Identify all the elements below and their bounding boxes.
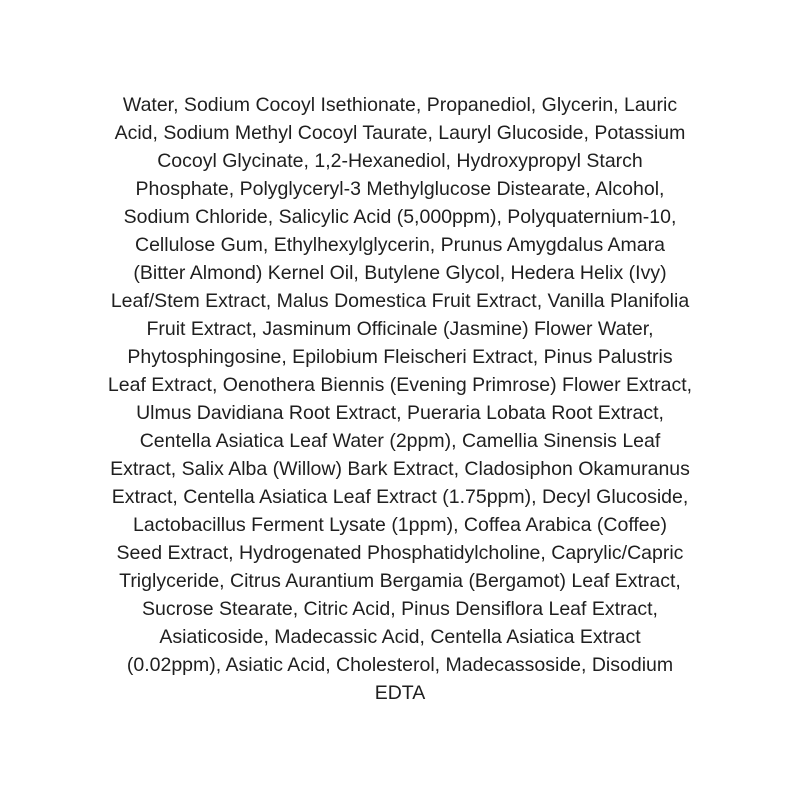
ingredient-line: Triglyceride, Citrus Aurantium Bergamia (Bergamot) Leaf Extract, bbox=[119, 570, 681, 592]
ingredient-line: Leaf Extract, Oenothera Biennis (Evening Primrose) Flower Extract, bbox=[107, 374, 693, 396]
ingredient-line: Cocoyl Glycinate, 1,2-Hexanediol, Hydroxypropyl Starch bbox=[157, 150, 643, 172]
ingredient-line: Seed Extract, Hydrogenated Phosphatidylcholine, Caprylic/Capric bbox=[116, 542, 684, 564]
ingredient-line: Lactobacillus Ferment Lysate (1ppm), Coffea Arabica (Coffee) bbox=[133, 514, 667, 536]
ingredient-line: Acid, Sodium Methyl Cocoyl Taurate, Lauryl Glucoside, Potassium bbox=[114, 122, 686, 144]
ingredient-line: Leaf/Stem Extract, Malus Domestica Fruit Extract, Vanilla Planifolia bbox=[110, 290, 690, 312]
ingredient-line: Sodium Chloride, Salicylic Acid (5,000ppm), Polyquaternium-10, bbox=[123, 206, 677, 228]
ingredient-line: Phytosphingosine, Epilobium Fleischeri Extract, Pinus Palustris bbox=[127, 346, 673, 368]
ingredient-line: EDTA bbox=[374, 682, 426, 704]
ingredient-line: Ulmus Davidiana Root Extract, Pueraria Lobata Root Extract, bbox=[136, 402, 664, 424]
ingredient-line: Extract, Centella Asiatica Leaf Extract (1.75ppm), Decyl Glucoside, bbox=[111, 486, 689, 508]
ingredient-line: (0.02ppm), Asiatic Acid, Cholesterol, Madecassoside, Disodium bbox=[126, 654, 674, 676]
ingredient-line: Fruit Extract, Jasminum Officinale (Jasmine) Flower Water, bbox=[146, 318, 654, 340]
ingredient-line: Phosphate, Polyglyceryl-3 Methylglucose Distearate, Alcohol, bbox=[135, 178, 665, 200]
ingredient-list bbox=[40, 91, 760, 707]
ingredient-line: Water, Sodium Cocoyl Isethionate, Propanediol, Glycerin, Lauric bbox=[122, 94, 678, 116]
ingredient-line: Cellulose Gum, Ethylhexylglycerin, Prunus Amygdalus Amara bbox=[135, 234, 665, 256]
ingredient-line: Asiaticoside, Madecassic Acid, Centella Asiatica Extract bbox=[159, 626, 641, 648]
ingredient-line: Sucrose Stearate, Citric Acid, Pinus Densiflora Leaf Extract, bbox=[142, 598, 658, 620]
ingredient-line: (Bitter Almond) Kernel Oil, Butylene Glycol, Hedera Helix (Ivy) bbox=[133, 262, 667, 284]
ingredient-line: Centella Asiatica Leaf Water (2ppm), Camellia Sinensis Leaf bbox=[139, 430, 661, 452]
ingredient-line: Extract, Salix Alba (Willow) Bark Extract, Cladosiphon Okamuranus bbox=[110, 458, 690, 480]
